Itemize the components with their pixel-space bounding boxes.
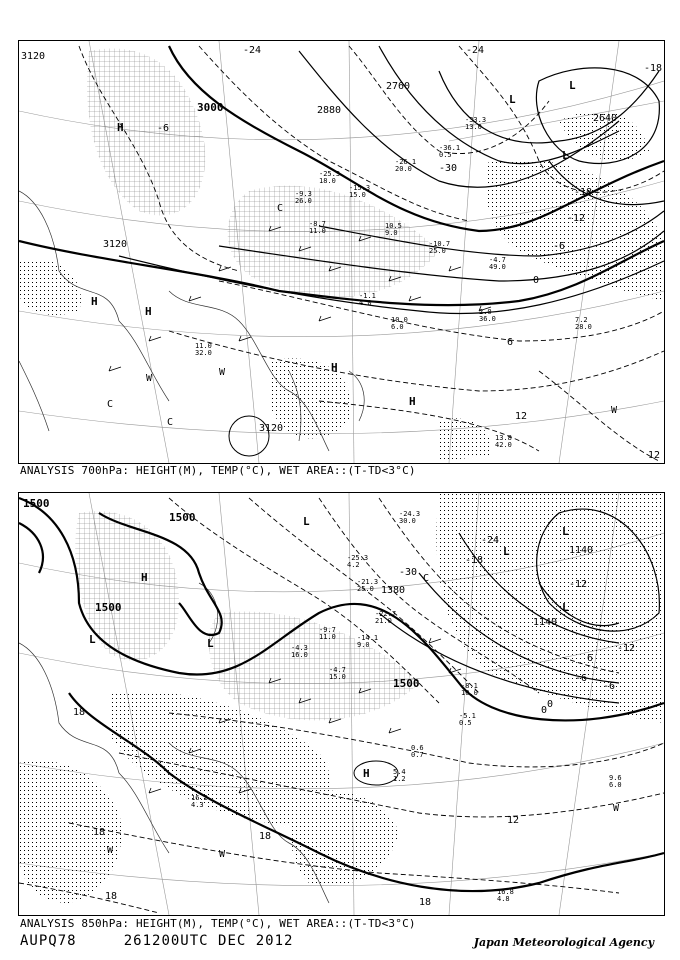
- corner-height-top-left: 3120: [21, 51, 46, 62]
- station-plot: 10.5 9.0: [385, 222, 402, 237]
- product-code: AUPQ78: [20, 933, 77, 949]
- high-pressure-center: H: [117, 121, 124, 134]
- station-plot: -4.7 15.0: [329, 666, 346, 681]
- temp-label: -6: [575, 673, 588, 684]
- low-pressure-center: L: [207, 637, 214, 650]
- station-plot: -21.3 25.0: [357, 578, 379, 593]
- height-label-3120-south: 3120: [259, 423, 284, 434]
- temp-label: -30: [399, 567, 418, 578]
- temp-label: 18: [259, 831, 272, 842]
- map-700hpa-canvas: [19, 41, 664, 463]
- height-label-2760: 2760: [386, 81, 411, 92]
- station-plot: -4.7 49.0: [489, 256, 506, 271]
- station-plot: 7.2 28.0: [575, 316, 592, 331]
- station-plot: -26.1 20.0: [395, 158, 417, 173]
- temp-label: 0: [547, 699, 554, 710]
- temp-label: 18: [105, 891, 118, 902]
- agency-credit: Japan Meteorological Agency: [473, 936, 654, 949]
- station-plot: -5.1 0.5: [459, 712, 476, 727]
- low-pressure-center: L: [303, 515, 310, 528]
- station-plot: 16.8 4.8: [497, 888, 514, 903]
- wet-areas: [19, 493, 664, 903]
- temp-label: 0: [533, 275, 540, 286]
- height-label-1500: 1500: [95, 601, 122, 614]
- panel-caption-850hpa: ANALYSIS 850hPa: HEIGHT(M), TEMP(°C), WET AREA::(T-TD<3°C): [20, 917, 416, 930]
- temp-label: -18: [574, 187, 593, 198]
- temp-label: -6: [157, 123, 170, 134]
- station-plot: 9.6 6.0: [609, 774, 622, 789]
- temp-label: 6: [507, 337, 514, 348]
- temp-label: -12: [567, 213, 586, 224]
- station-plot: -14.1 9.0: [357, 634, 379, 649]
- temp-label: -6: [603, 681, 616, 692]
- temp-label: -18: [465, 555, 484, 566]
- station-plot: -25.3 4.2: [347, 554, 369, 569]
- station-plot: -4.3 16.0: [291, 644, 308, 659]
- temp-label: 18: [419, 897, 432, 908]
- station-plot: 0.6 0.7: [411, 744, 424, 759]
- chart-identifier: [20, 933, 293, 949]
- station-plot: -1.1 4.0: [359, 292, 376, 307]
- station-plot: -8.1 10.0: [461, 682, 478, 697]
- panel-caption-700hpa: ANALYSIS 700hPa: HEIGHT(M), TEMP(°C), WET AREA::(T-TD<3°C): [20, 464, 416, 477]
- station-plot: -22.7 21.0: [375, 610, 397, 625]
- station-plot: 16.2 4.3: [191, 794, 208, 809]
- high-pressure-center: H: [331, 361, 338, 374]
- station-plot: -33.3 13.0: [465, 116, 487, 131]
- station-plot: -25.3 18.0: [319, 170, 341, 185]
- temp-label: -18: [644, 63, 663, 74]
- low-pressure-center: L: [503, 545, 510, 558]
- station-plot: 13.8 42.0: [495, 434, 512, 449]
- low-pressure-center: L: [562, 149, 569, 162]
- high-pressure-center: H: [141, 571, 148, 584]
- temp-label: 0: [541, 705, 548, 716]
- temp-label: 12: [507, 815, 520, 826]
- high-pressure-center: H: [409, 395, 416, 408]
- station-plot: 10.0 6.0: [391, 316, 408, 331]
- map-panel-700hpa: [18, 40, 665, 464]
- station-plot: -10.7 25.0: [429, 240, 451, 255]
- low-pressure-center: L: [569, 79, 576, 92]
- temp-label: 18: [73, 707, 86, 718]
- temp-label: -24: [466, 45, 485, 56]
- map-panel-850hpa: [18, 492, 665, 916]
- station-plot: 11.0 32.0: [195, 342, 212, 357]
- low-pressure-center: L: [562, 601, 569, 614]
- temp-label: -24: [243, 45, 262, 56]
- station-plot: 2.0 36.0: [479, 308, 496, 323]
- high-pressure-center: H: [363, 767, 370, 780]
- temp-label: -12: [617, 643, 636, 654]
- analysis-datetime: 261200UTC DEC 2012: [123, 933, 294, 949]
- temp-label: -24: [481, 535, 500, 546]
- height-label-2880: 2880: [317, 105, 342, 116]
- map-850hpa-canvas: [19, 493, 664, 915]
- station-plot: -15.3 15.0: [349, 184, 371, 199]
- high-pressure-center: H: [91, 295, 98, 308]
- temp-label: -30: [439, 163, 458, 174]
- station-plot: -36.1 0.5: [439, 144, 461, 159]
- low-pressure-center: L: [562, 525, 569, 538]
- station-plot: 5.4 1.2: [393, 768, 406, 783]
- low-pressure-center: L: [509, 93, 516, 106]
- height-label-1500: 1500: [393, 677, 420, 690]
- corner-temp-bottom-right: 12: [647, 450, 660, 461]
- height-label-3120-west: 3120: [103, 239, 128, 250]
- height-label-1500: 1500: [23, 497, 50, 510]
- station-plot: -8.7 11.0: [309, 220, 326, 235]
- warm-center: W: [611, 405, 618, 416]
- warm-center: W: [613, 803, 620, 814]
- warm-center: W: [219, 849, 226, 860]
- warm-center: W: [219, 367, 226, 378]
- wet-areas: [19, 49, 664, 461]
- station-plot: -24.3 30.0: [399, 510, 421, 525]
- cold-center: C: [167, 417, 174, 428]
- temp-label: -6: [553, 241, 566, 252]
- warm-center: W: [107, 845, 114, 856]
- height-label-1500: 1500: [169, 511, 196, 524]
- temp-label: 12: [515, 411, 528, 422]
- height-label-2640: 2640: [593, 113, 618, 124]
- low-pressure-center: L: [89, 633, 96, 646]
- height-label-1380: 1380: [381, 585, 406, 596]
- warm-center: W: [146, 373, 153, 384]
- height-label-1140: 1140: [533, 617, 558, 628]
- temp-label: 6: [587, 653, 594, 664]
- station-plot: -9.3 26.0: [295, 190, 312, 205]
- cold-center: C: [107, 399, 114, 410]
- high-pressure-center: H: [145, 305, 152, 318]
- station-plot: -9.7 11.0: [319, 626, 336, 641]
- temp-label: 18: [93, 827, 106, 838]
- cold-center: C: [277, 203, 284, 214]
- temp-label: -12: [569, 579, 588, 590]
- height-label-1140: 1140: [569, 545, 594, 556]
- height-label-3000: 3000: [197, 101, 224, 114]
- cold-center: C: [423, 573, 430, 584]
